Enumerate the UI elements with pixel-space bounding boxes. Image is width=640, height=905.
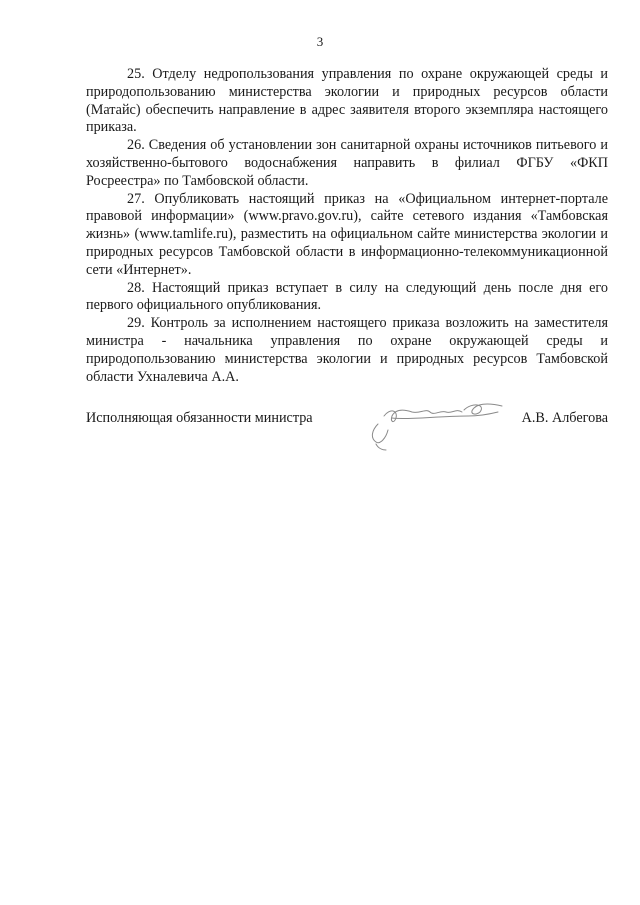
paragraph-26: 26. Сведения об установлении зон санитарной охраны источников питьевого и хозяйственно-бытового водоснабжения направить в филиал ФГБУ «ФКП Росреестра» по Тамбовской области.	[86, 137, 608, 189]
page-number: 3	[316, 34, 324, 49]
signatory-name: А.В. Албегова	[521, 410, 608, 426]
handwritten-signature	[368, 398, 518, 454]
paragraph-25: 25. Отделу недропользования управления по охране окружающей среды и природопользованию министерства экологии и природных ресурсов области (Матайс) обеспечить направление в адрес заявителя второго экземпляра настоящего приказа.	[86, 66, 608, 136]
signature-block	[86, 398, 608, 458]
paragraph-29: 29. Контроль за исполнением настоящего приказа возложить на заместителя министра - начальника управления по охране окружающей среды и природопользованию министерства экологии и природных ресурсов Тамбовской области Ухналевича А.А.	[86, 315, 608, 385]
signatory-title: Исполняющая обязанности министра	[86, 410, 313, 426]
paragraph-28: 28. Настоящий приказ вступает в силу на следующий день после дня его первого официального опубликования.	[86, 279, 608, 314]
paragraph-27: 27. Опубликовать настоящий приказ на «Официальном интернет-портале правовой информации» (www.pravo.gov.ru), сайте сетевого издания «Тамбовская жизнь» (www.tamlife.ru), разместить на официальном сайте министерства экологии и природных ресурсов Тамбовской области в информационно-телекоммуникационной сети «Интернет».	[86, 190, 608, 278]
order-body	[86, 66, 608, 386]
